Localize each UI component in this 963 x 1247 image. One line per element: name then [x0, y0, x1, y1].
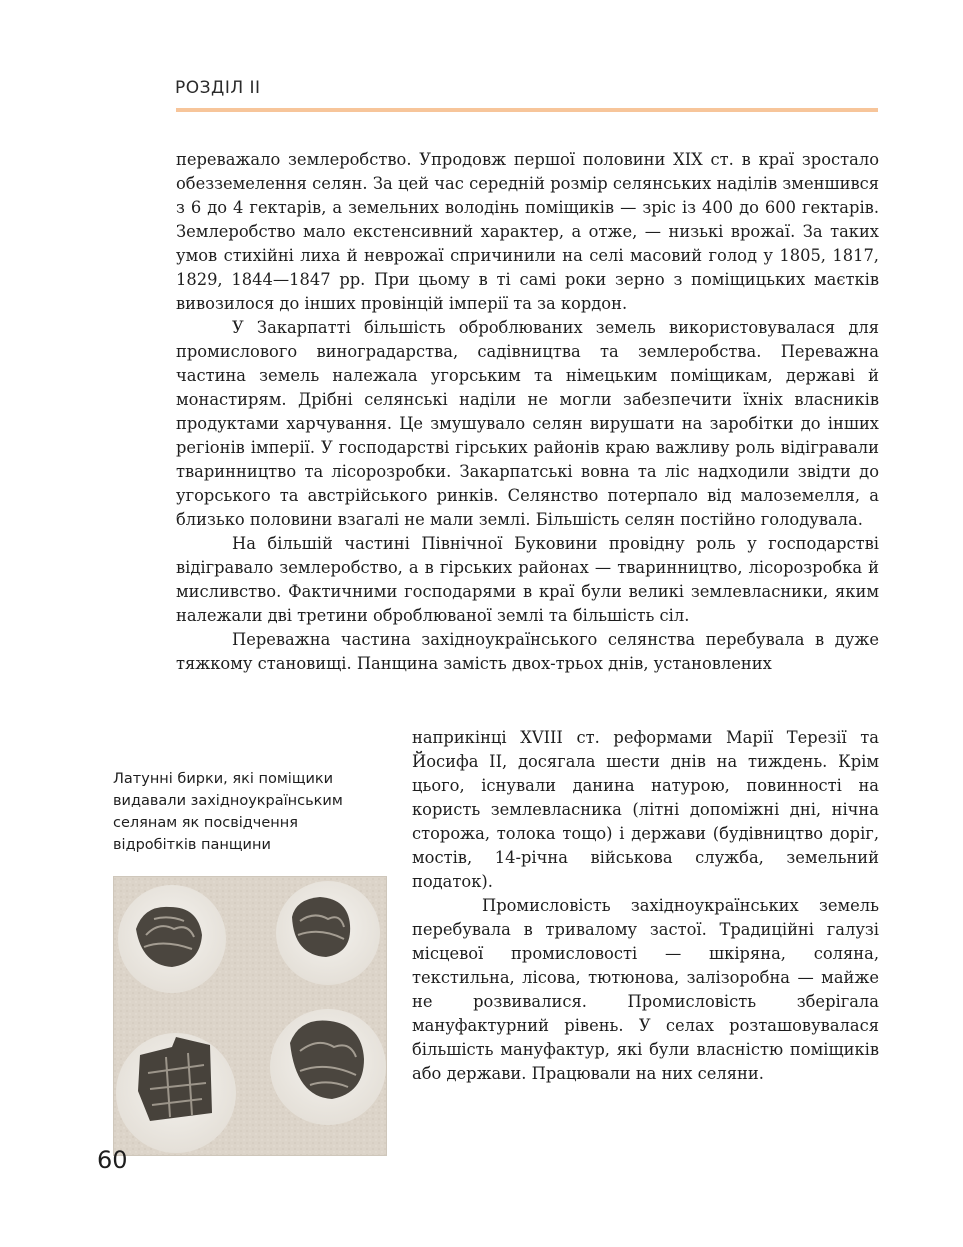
- brass-tags-photo: [113, 876, 387, 1156]
- paragraph: Промисловість західноукраїнських земель перебувала в тривалому застої. Традиційні галузі місцевої промисловості — шкіряна, соляна, текстильна, лісова, тютюнова, залізоробна — майже не розвивалися. Промисловість зберігала мануфактурний рівень. У селах розташовувалася більшість мануфактур, які були власністю поміщиків або держави. Працювали на них селяни.: [412, 896, 879, 1083]
- brass-tags-illustration: [114, 877, 386, 1155]
- paragraph: Переважна частина західноукраїнського селянства перебувала в дуже тяжкому становищі. Панщина замість двох-трьох днів, установлених: [176, 630, 879, 673]
- side-column-text: [412, 726, 879, 1086]
- main-text: [176, 148, 879, 676]
- paragraph: наприкінці XVIII ст. реформами Марії Терезії та Йосифа II, досягала шести днів на тиждень. Крім цього, існували данина натурою, повинності на користь землевласника (літні допоміжні дні, нічна сторожа, толока тощо) і держави (будівництво доріг, мостів, 14-річна військова служба, земельний податок).: [412, 728, 879, 891]
- paragraph: переважало землеробство. Упродовж першої половини XIX ст. в краї зростало обезземелення селян. За цей час середній розмір селянських наділів зменшився з 6 до 4 гектарів, а земельних володінь поміщиків — зріс із 400 до 600 гектарів. Землеробство мало екстенсивний характер, а отже, — низькі врожаї. За таких умов стихійні лиха й неврожаї спричинили на селі масовий голод у 1805, 1817, 1829, 1844—1847 рр. При цьому в ті самі роки зерно з поміщицьких маєтків вивозилося до інших провінцій імперії та за кордон.: [176, 150, 879, 313]
- figure-caption: Латунні бирки, які поміщики видавали західноукраїнським селянам як посвідчення відробітків панщини: [113, 771, 343, 853]
- page-number: 60: [97, 1146, 128, 1174]
- header-rule: [176, 108, 878, 112]
- section-header: РОЗДІЛ ІІ: [175, 78, 261, 98]
- paragraph: У Закарпатті більшість оброблюваних земель використовувалася для промислового виноградарства, садівництва та землеробства. Переважна частина земель належала угорським та німецьким поміщикам, державі й монастирям. Дрібні селянські наділи не могли забезпечити їхніх власників продуктами харчування. Це змушувало селян вирушати на заробітки до інших регіонів імперії. У господарстві гірських районів краю важливу роль відігравали тваринництво та лісорозробки. Закарпатські вовна та ліс надходили звідти до угорського та австрійського ринків. Селянство потерпало від малоземелля, а близько половини взагалі не мали землі. Більшість селян постійно голодувала.: [176, 318, 879, 529]
- paragraph: На більшій частині Північної Буковини провідну роль у господарстві відігравало землеробство, а в гірських районах — тваринництво, лісорозробка й мисливство. Фактичними господарями в краї були великі землевласники, яким належали дві третини оброблюваної землі та більшість сіл.: [176, 534, 879, 625]
